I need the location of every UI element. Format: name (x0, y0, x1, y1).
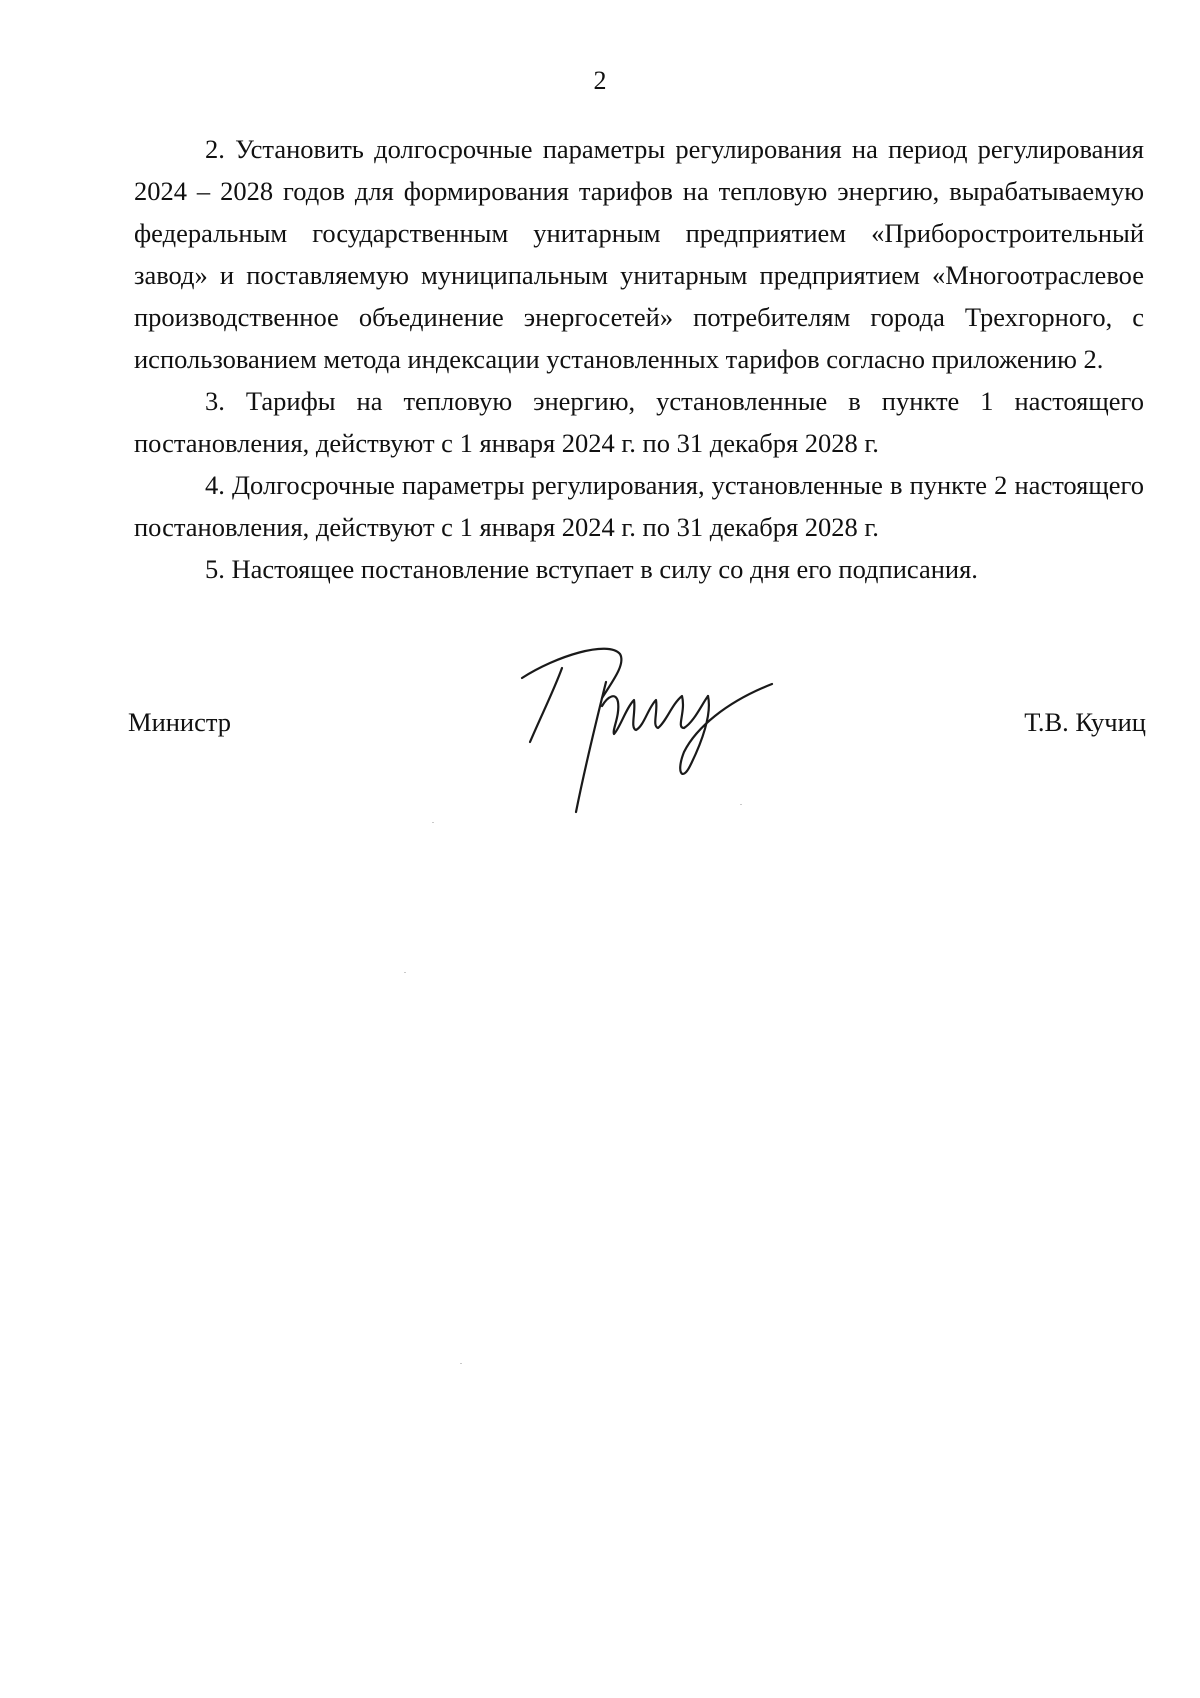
signer-position: Министр (128, 707, 232, 737)
paragraph-item-2: 2. Установить долгосрочные параметры регулирования на период регулирования 2024 – 2028 годов для формирования тарифов на тепловую энергию, вырабатываемую федеральным государственным унитарным предприятием «Приборостроительный завод» и поставляемую муниципальным унитарным предприятием «Многоотраслевое производственное объединение энергосетей» потребителям города Трехгорного, с использованием метода индексации установленных тарифов согласно приложению 2. (134, 134, 1144, 374)
scan-speck (432, 822, 434, 823)
paragraph-item-4: 4. Долгосрочные параметры регулирования, установленные в пункте 2 настоящего постановления, действуют с 1 января 2024 г. по 31 декабря 2028 г. (134, 470, 1144, 542)
paragraph-item-3: 3. Тарифы на тепловую энергию, установленные в пункте 1 настоящего постановления, действуют с 1 января 2024 г. по 31 декабря 2028 г. (134, 386, 1144, 458)
scan-speck (404, 972, 406, 973)
handwritten-signature (516, 642, 816, 832)
signature-block (128, 680, 1146, 830)
page-number: 2 (593, 66, 607, 95)
paragraph-item-5: 5. Настоящее постановление вступает в силу со дня его подписания. (205, 554, 978, 584)
scan-speck (740, 804, 742, 805)
signer-name: Т.В. Кучиц (1024, 707, 1146, 737)
scan-speck (460, 1363, 462, 1364)
document-body (134, 128, 1144, 590)
